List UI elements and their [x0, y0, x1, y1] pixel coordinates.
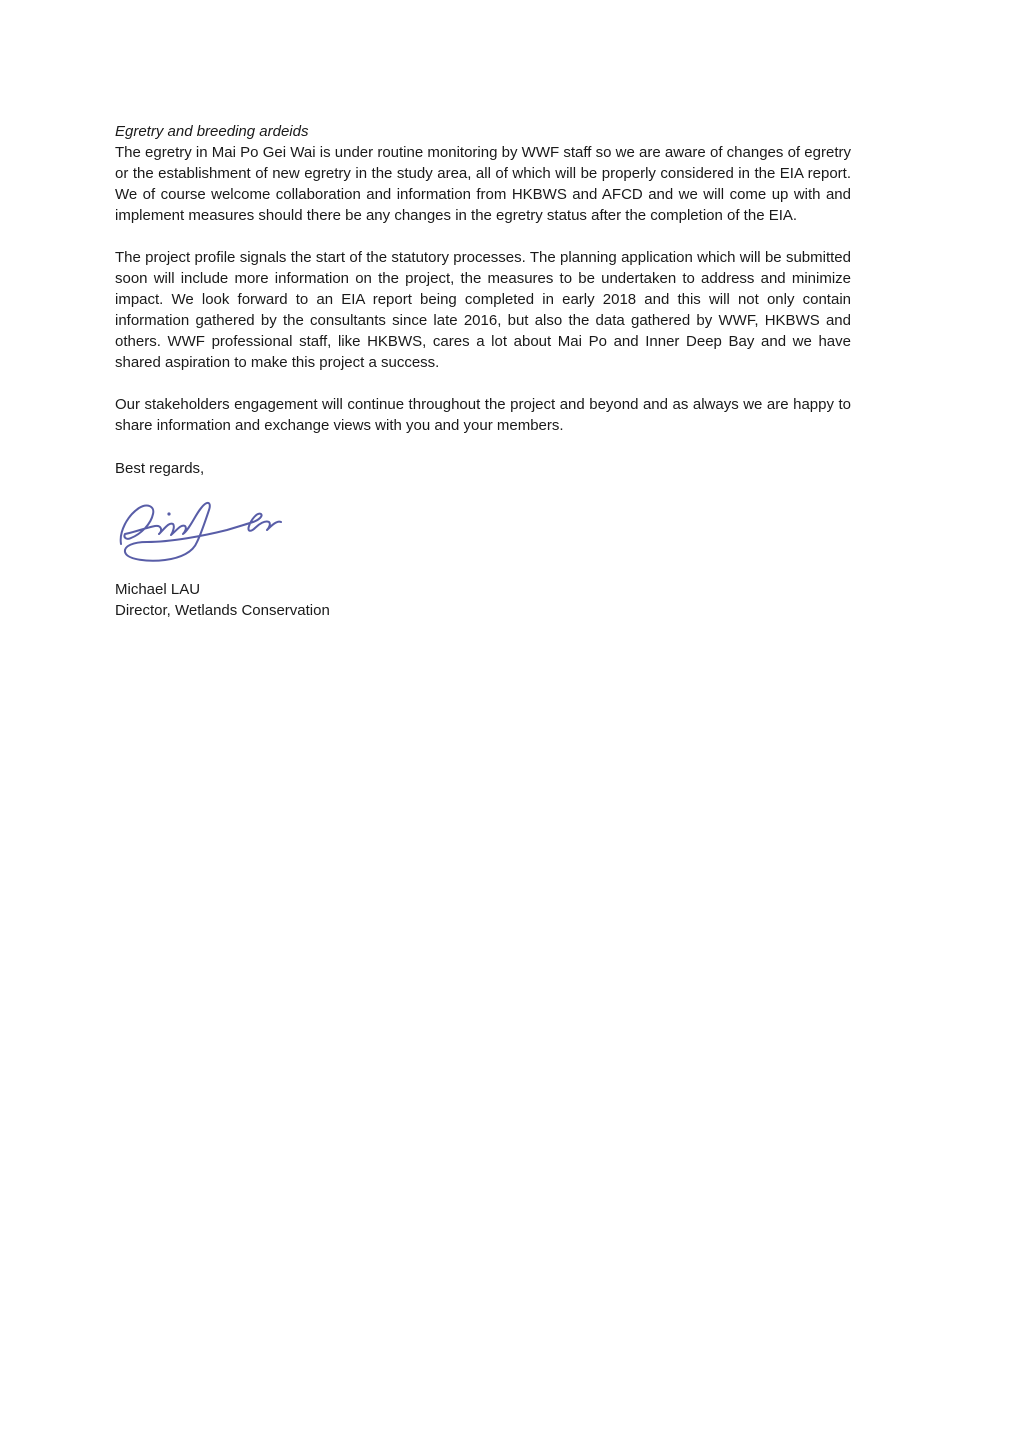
- letter-body: [115, 121, 851, 621]
- paragraph-egretry-monitoring: The egretry in Mai Po Gei Wai is under routine monitoring by WWF staff so we are aware of changes of egretry or the establishment of new egretry in the study area, all of which will be properly considered in the EIA report. We of course welcome collaboration and information from HKBWS and AFCD and we will come up with and implement measures should there be any changes in the egretry status after the completion of the EIA.: [115, 144, 851, 224]
- signature-i-dot: [167, 512, 170, 515]
- signer-name: Michael LAU: [115, 581, 201, 598]
- signature-image: [117, 494, 297, 566]
- section-heading: Egretry and breeding ardeids: [115, 123, 309, 140]
- paragraph-project-profile: The project profile signals the start of the statutory processes. The planning application which will be submitted soon will include more information on the project, the measures to be undertaken to address and minimize impact. We look forward to an EIA report being completed in early 2018 and this will not only contain information gathered by the consultants since late 2016, but also the data gathered by WWF, HKBWS and others. WWF professional staff, like HKBWS, cares a lot about Mai Po and Inner Deep Bay and we have shared aspiration to make this project a success.: [115, 249, 851, 371]
- closing-salutation: Best regards,: [115, 460, 205, 477]
- paragraph-stakeholders: Our stakeholders engagement will continue throughout the project and beyond and as always we are happy to share information and exchange views with you and your members.: [115, 396, 851, 434]
- signature-stroke: [121, 503, 281, 561]
- signer-title: Director, Wetlands Conservation: [115, 602, 330, 619]
